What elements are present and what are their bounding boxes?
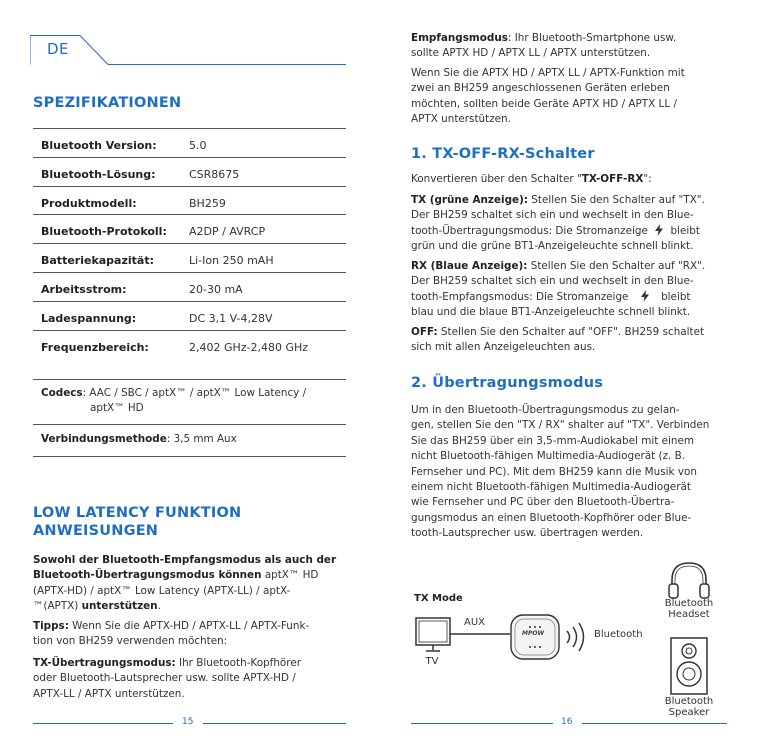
tx-mode-text: APTX-LL / APTX unterstützen. — [33, 687, 185, 700]
section-1-title: 1. TX-OFF-RX-Schalter — [411, 146, 595, 162]
spec-key: Frequenzbereich: — [41, 340, 149, 354]
rx-blue-text: tooth-Empfangsmodus: Die Stromanzeige — [411, 290, 629, 303]
speaker-label-line: Bluetooth — [664, 696, 714, 707]
headset-label-line: Headset — [668, 609, 710, 620]
transmission-line: einem nicht Bluetooth-fähigen Multimedia-Audiogerät — [411, 481, 691, 494]
section-2-title: 2. Übertragungsmodus — [411, 375, 604, 391]
intro-text: ™(APTX) — [33, 600, 82, 613]
spec-row — [33, 243, 346, 272]
transmitter-device-icon — [508, 612, 562, 662]
device-brand-label: MPOW — [522, 630, 545, 637]
footer-rule — [33, 723, 173, 724]
connection-value: : 3,5 mm Aux — [166, 433, 237, 445]
switch-intro-text: TX-OFF-RX — [581, 173, 644, 185]
spec-value: CSR8675 — [189, 167, 240, 181]
page-number-right: 16 — [561, 717, 573, 727]
tx-green-text: grün und die grüne BT1-Anzeigeleuchte schnell blinkt. — [411, 240, 694, 253]
spec-value: DC 3,1 V-4,28V — [189, 311, 273, 325]
divider — [33, 456, 346, 457]
diagram-mode-label: TX Mode — [414, 593, 463, 604]
spec-row — [33, 128, 346, 157]
tipps-text: Wenn Sie die APTX-HD / APTX-LL / APTX-Funk- — [68, 620, 310, 632]
low-latency-title-line: ANWEISUNGEN — [33, 523, 159, 539]
codecs-value: : AAC / SBC / aptX™ / aptX™ Low Latency / — [82, 387, 307, 399]
low-latency-title-line: LOW LATENCY FUNKTION — [33, 505, 242, 521]
switch-intro-text: Konvertieren über den Schalter " — [411, 173, 582, 185]
divider — [33, 379, 346, 380]
tx-green-key: TX (grüne Anzeige): — [411, 194, 528, 206]
bluetooth-waves-icon — [564, 622, 588, 652]
spec-row — [33, 330, 346, 359]
spec-value: BH259 — [189, 196, 226, 210]
tx-green-text: Der BH259 schaltet sich ein und wechselt in den Blue- — [411, 209, 694, 222]
language-label: DE — [47, 40, 70, 58]
off-text: Stellen Sie den Schalter auf "OFF". BH259 schaltet — [437, 326, 705, 338]
lightning-icon — [640, 290, 650, 302]
footer-rule — [203, 723, 346, 724]
codecs-value-cont: aptX™ HD — [90, 402, 144, 415]
spec-row — [33, 157, 346, 186]
spec-row — [33, 214, 346, 243]
tx-green-text: tooth-Übertragungsmodus: Die Stromanzeige — [411, 224, 648, 237]
headset-label-line: Bluetooth — [664, 598, 714, 609]
rx-blue-text: Der BH259 schaltet sich ein und wechselt in den Blue- — [411, 275, 694, 288]
tx-mode-diagram — [408, 560, 728, 720]
spec-value: 20-30 mA — [189, 283, 243, 296]
both-text: APTX unterstützen. — [411, 113, 511, 126]
transmission-line: Um in den Bluetooth-Übertragungsmodus zu gelan- — [411, 404, 680, 416]
intro-text: . — [157, 600, 161, 613]
tipps-text: tion von BH259 verwenden möchten: — [33, 635, 228, 648]
both-text: möchten, sollten beide Geräte APTX HD / APTX LL / — [411, 97, 677, 110]
speaker-label-line: Speaker — [668, 707, 710, 718]
diagram-bluetooth-label: Bluetooth — [594, 629, 643, 640]
transmission-line: tooth-Lautsprecher usw. übertragen werden. — [411, 527, 644, 540]
tx-green-text: bleibt — [670, 224, 700, 237]
both-text: Wenn Sie die APTX HD / APTX LL / APTX-Funktion mit — [411, 67, 685, 79]
rx-blue-text: blau und die blaue BT1-Anzeigeleuchte schnell blinkt. — [411, 306, 691, 319]
tx-mode-text: oder Bluetooth-Lautsprecher usw. sollte APTX-HD / — [33, 672, 296, 685]
transmission-line: nicht Bluetooth-fähigen Multimedia-Audiogerät (z. B. — [411, 450, 686, 463]
spec-value: Li-Ion 250 mAH — [189, 254, 274, 268]
transmission-line: Fernseher und PC). Mit dem BH259 kann die Musik von — [411, 465, 697, 478]
both-text: zwei an BH259 angeschlossenen Geräten erleben — [411, 82, 670, 95]
off-key: OFF: — [411, 326, 438, 338]
codecs-row — [41, 386, 346, 417]
spec-value: A2DP / AVRCP — [189, 225, 266, 239]
off-text: sich mit allen Anzeigeleuchten aus. — [411, 341, 596, 354]
lightning-icon — [654, 224, 664, 236]
intro-text: Sowohl der Bluetooth-Empfangsmodus als auch der — [33, 554, 337, 566]
spec-key: Bluetooth-Lösung: — [41, 167, 156, 181]
tx-green-paragraph — [411, 193, 733, 255]
spec-row — [33, 272, 346, 301]
off-paragraph — [411, 325, 733, 356]
spec-value: 2,402 GHz-2,480 GHz — [189, 340, 309, 354]
rx-blue-paragraph — [411, 259, 733, 321]
switch-intro — [411, 172, 731, 187]
spec-key: Bluetooth-Protokoll: — [41, 225, 167, 239]
spec-key: Produktmodell: — [41, 196, 137, 210]
spec-row — [33, 301, 346, 330]
tipps-key: Tipps: — [33, 620, 69, 632]
spec-value: 5.0 — [189, 139, 207, 152]
spec-key: Batteriekapazität: — [41, 254, 154, 268]
transmission-line: wie Fernseher und PC über den Bluetooth-Übertra- — [411, 496, 675, 509]
tx-green-text: Stellen Sie den Schalter auf "TX". — [527, 194, 705, 206]
language-tab — [30, 35, 346, 65]
transmission-line: gungsmodus an einen Bluetooth-Kopfhörer oder Blue- — [411, 511, 692, 524]
footer-rule — [411, 723, 553, 724]
connection-row — [41, 432, 237, 447]
tx-mode-text: Ihr Bluetooth-Kopfhörer — [175, 657, 301, 669]
intro-text: aptX™ HD — [261, 569, 319, 582]
headphones-icon — [666, 560, 712, 600]
diagram-headset-label — [658, 598, 720, 620]
tx-mode-key: TX-Übertragungsmodus: — [33, 657, 176, 669]
low-latency-title — [33, 504, 241, 540]
speaker-icon — [669, 636, 709, 696]
diagram-tv-label: TV — [425, 656, 439, 667]
spec-row — [33, 186, 346, 215]
intro-text: Bluetooth-Übertragungsmodus können — [33, 569, 262, 582]
spec-title: SPEZIFIKATIONEN — [33, 95, 182, 111]
intro-text: (APTX-HD) / aptX™ Low Latency (APTX-LL) / aptX- — [33, 584, 291, 597]
tx-mode-paragraph — [33, 656, 348, 702]
transmission-line: Sie das BH259 über ein 3,5-mm-Audiokabel mit einem — [411, 434, 694, 447]
page-number-left: 15 — [182, 717, 194, 727]
transmission-paragraph — [411, 403, 733, 542]
rx-mode-paragraph — [411, 31, 731, 62]
switch-intro-text: ": — [643, 173, 652, 185]
spec-key: Arbeitsstrom: — [41, 283, 127, 296]
diagram-aux-label: AUX — [464, 617, 486, 628]
divider — [33, 424, 346, 425]
rx-mode-key: Empfangsmodus — [411, 32, 508, 44]
both-devices-paragraph — [411, 66, 731, 128]
spec-key: Ladespannung: — [41, 311, 137, 325]
codecs-key: Codecs — [41, 387, 83, 399]
transmission-line: gen, stellen Sie den "TX / RX" shalter auf "TX". Verbinden — [411, 419, 710, 432]
rx-mode-text: : Ihr Bluetooth-Smartphone usw. — [507, 32, 677, 44]
rx-blue-text: Stellen Sie den Schalter auf "RX". — [527, 260, 706, 272]
spec-key: Bluetooth Version: — [41, 139, 157, 152]
tipps-paragraph — [33, 619, 348, 650]
footer-rule — [582, 723, 727, 724]
rx-mode-text: sollte APTX HD / APTX LL / APTX unterstützen. — [411, 47, 651, 60]
low-latency-intro — [33, 553, 348, 615]
aux-cable — [450, 632, 510, 636]
rx-blue-text: bleibt — [661, 290, 691, 303]
connection-key: Verbindungsmethode — [41, 433, 167, 445]
rx-blue-key: RX (Blaue Anzeige): — [411, 260, 528, 272]
tv-icon — [414, 616, 452, 654]
diagram-speaker-label — [658, 696, 720, 718]
intro-text: unterstützen — [81, 600, 158, 613]
